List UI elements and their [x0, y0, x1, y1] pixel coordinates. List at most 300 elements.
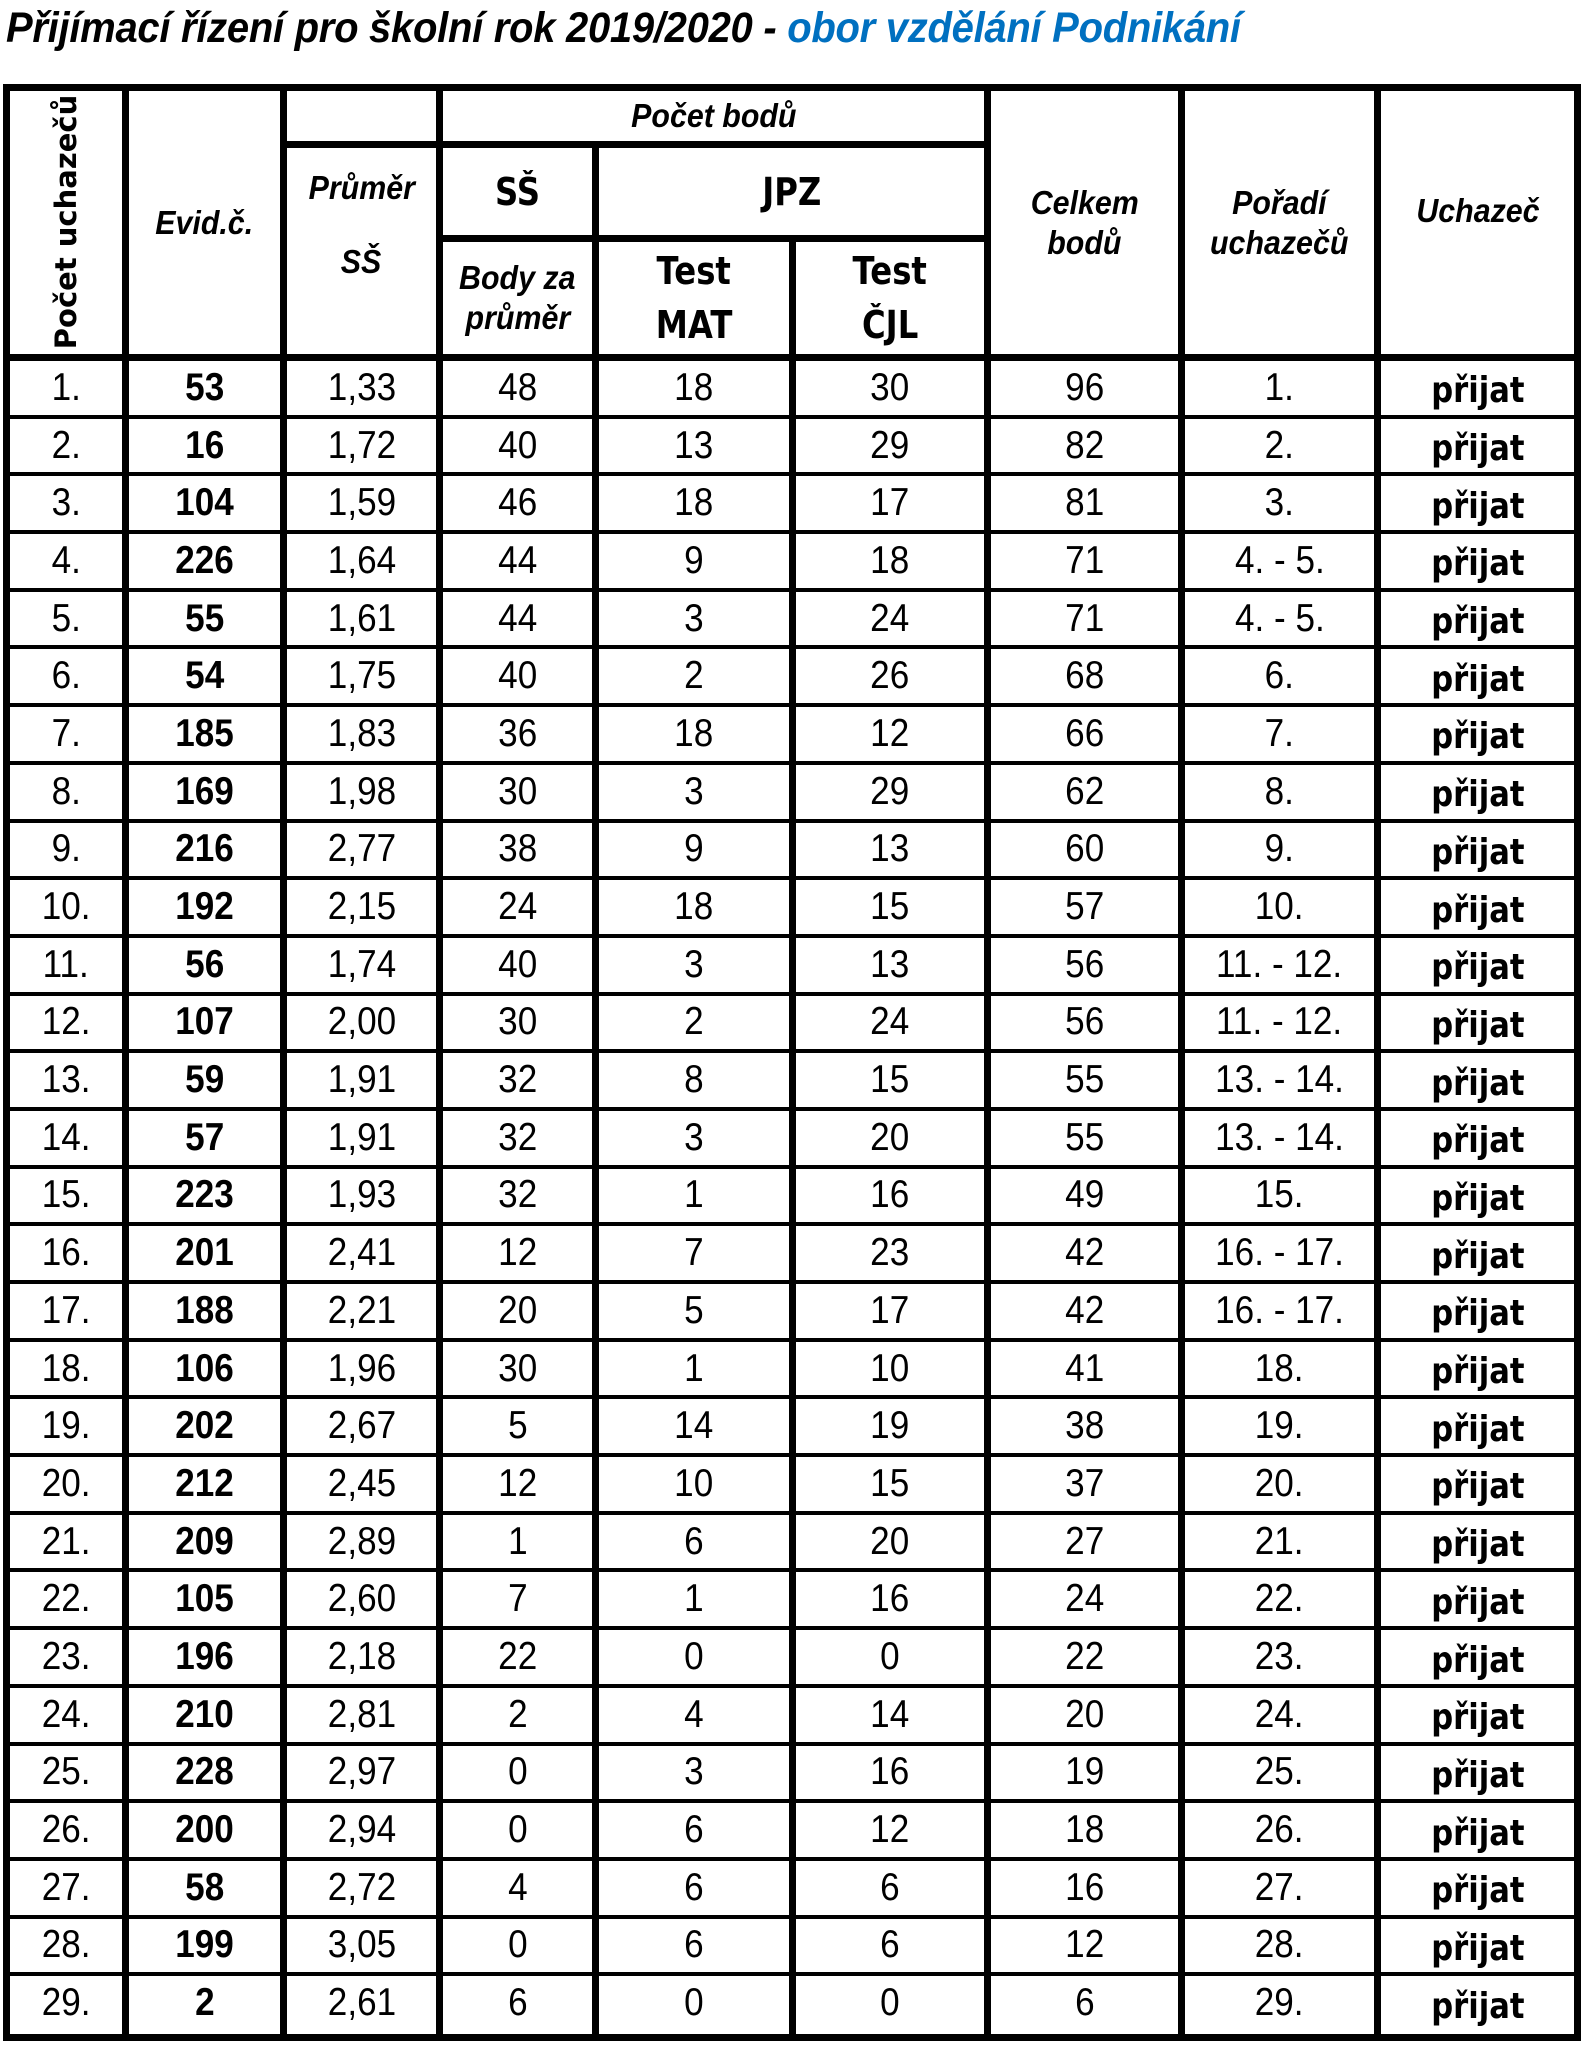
cell-status-text: přijat	[1430, 543, 1525, 585]
cell-mat-text: 1	[684, 1346, 704, 1390]
cell-mat	[599, 592, 789, 646]
cell-avg-text: 1,91	[327, 1058, 396, 1102]
cell-status	[1381, 1803, 1574, 1857]
cell-mat	[599, 361, 789, 415]
cell-body-text: 4	[507, 1865, 528, 1909]
cell-total-text: 27	[1064, 1519, 1105, 1563]
cell-body	[443, 476, 592, 530]
cell-status	[1381, 1053, 1574, 1107]
cell-total-text: 56	[1064, 942, 1105, 986]
cell-cjl	[796, 419, 984, 473]
cell-avg-text: 2,77	[327, 827, 396, 871]
cell-rank-text: 16. - 17.	[1215, 1231, 1344, 1275]
cell-rank-text: 20.	[1255, 1461, 1304, 1505]
cell-evid	[129, 996, 280, 1050]
cell-mat	[599, 1572, 789, 1626]
cell-status	[1381, 1572, 1574, 1626]
cell-cjl	[796, 996, 984, 1050]
cell-total-text: 19	[1064, 1750, 1105, 1794]
cell-total-text: 96	[1064, 365, 1105, 409]
cell-total-text: 81	[1064, 481, 1105, 525]
cell-count-text: 22.	[41, 1577, 91, 1621]
cell-cjl	[796, 1861, 984, 1915]
cell-status	[1381, 1399, 1574, 1453]
cell-rank	[1185, 1746, 1374, 1800]
cell-status-text: přijat	[1430, 1408, 1525, 1450]
cell-cjl-text: 15	[870, 1461, 910, 1505]
cell-rank-text: 29.	[1255, 1981, 1304, 2025]
cell-cjl	[796, 1630, 984, 1684]
cell-body-text: 32	[497, 1115, 538, 1159]
cell-rank-text: 27.	[1255, 1865, 1304, 1909]
cell-rank	[1185, 649, 1374, 703]
cell-avg	[287, 823, 436, 877]
cell-total-text: 71	[1064, 596, 1105, 640]
cell-count	[10, 707, 122, 761]
cell-evid	[129, 1226, 280, 1280]
cell-avg-text: 1,83	[327, 711, 396, 755]
cell-avg-text: 2,67	[327, 1404, 396, 1448]
header-ss-group: SŠ	[494, 169, 541, 214]
cell-evid	[129, 1630, 280, 1684]
cell-cjl-text: 6	[880, 1923, 900, 1967]
cell-body	[443, 765, 592, 819]
cell-status-text: přijat	[1430, 716, 1525, 758]
header-applicant: Uchazeč	[1415, 192, 1540, 229]
cell-status-text: přijat	[1430, 601, 1525, 643]
cell-mat	[599, 1976, 789, 2030]
cell-cjl-text: 17	[870, 1288, 910, 1332]
cell-count	[10, 1399, 122, 1453]
cell-rank	[1185, 361, 1374, 415]
cell-count	[10, 649, 122, 703]
cell-count	[10, 1976, 122, 2030]
cell-body	[443, 1976, 592, 2030]
cell-body-text: 32	[497, 1173, 538, 1217]
cell-cjl-text: 16	[870, 1173, 910, 1217]
cell-status-text: přijat	[1430, 947, 1525, 989]
cell-evid	[129, 1688, 280, 1742]
cell-total-text: 37	[1064, 1461, 1105, 1505]
cell-body-text: 44	[497, 596, 538, 640]
cell-count	[10, 361, 122, 415]
cell-rank	[1185, 1111, 1374, 1165]
cell-total-text: 38	[1064, 1404, 1105, 1448]
cell-avg	[287, 765, 436, 819]
cell-mat-text: 1	[684, 1173, 704, 1217]
cell-mat-text: 9	[684, 827, 704, 871]
cell-avg-text: 1,59	[327, 481, 396, 525]
cell-body-text: 2	[507, 1692, 528, 1736]
cell-avg	[287, 476, 436, 530]
cell-evid	[129, 1111, 280, 1165]
cell-mat	[599, 1284, 789, 1338]
cell-body	[443, 1169, 592, 1223]
cell-status	[1381, 592, 1574, 646]
cell-rank-text: 11. - 12.	[1216, 1000, 1343, 1044]
cell-avg	[287, 361, 436, 415]
cell-status	[1381, 1688, 1574, 1742]
cell-count-text: 4.	[51, 538, 81, 582]
cell-cjl-text: 15	[870, 1058, 910, 1102]
cell-mat-text: 7	[684, 1231, 704, 1275]
cell-avg-text: 2,41	[327, 1231, 396, 1275]
cell-count	[10, 996, 122, 1050]
cell-mat-text: 6	[684, 1808, 704, 1852]
cell-rank-text: 8.	[1264, 769, 1295, 813]
cell-mat	[599, 880, 789, 934]
cell-body	[443, 1226, 592, 1280]
cell-count	[10, 1919, 122, 1973]
cell-total-text: 60	[1064, 827, 1105, 871]
cell-cjl-text: 29	[870, 769, 910, 813]
cell-mat-text: 4	[684, 1692, 704, 1736]
cell-evid	[129, 476, 280, 530]
cell-count	[10, 1226, 122, 1280]
cell-count-text: 2.	[51, 423, 81, 467]
cell-mat-text: 3	[684, 1750, 704, 1794]
cell-evid-text: 56	[184, 942, 225, 986]
cell-mat-text: 14	[674, 1404, 714, 1448]
col-divider	[789, 238, 796, 2041]
cell-count	[10, 1457, 122, 1511]
cell-cjl	[796, 1053, 984, 1107]
cell-cjl-text: 0	[880, 1981, 900, 2025]
cell-status-text: přijat	[1430, 428, 1525, 470]
cell-avg-text: 2,00	[327, 1000, 396, 1044]
cell-mat	[599, 1342, 789, 1396]
cell-count	[10, 1515, 122, 1569]
header-total: Celkem bodů	[1030, 184, 1139, 261]
cell-status-text: přijat	[1430, 1870, 1525, 1912]
cell-avg	[287, 1515, 436, 1569]
cell-mat	[599, 1630, 789, 1684]
cell-mat-text: 18	[674, 481, 714, 525]
cell-total-text: 71	[1064, 538, 1105, 582]
cell-cjl-text: 26	[870, 654, 910, 698]
cell-avg-text: 2,18	[327, 1635, 396, 1679]
cell-total	[991, 1399, 1178, 1453]
cell-body-text: 38	[497, 827, 538, 871]
cell-status	[1381, 361, 1574, 415]
cell-rank-text: 23.	[1255, 1635, 1304, 1679]
cell-cjl-text: 15	[870, 885, 910, 929]
cell-mat	[599, 823, 789, 877]
cell-cjl	[796, 1572, 984, 1626]
cell-rank	[1185, 1861, 1374, 1915]
cell-status	[1381, 707, 1574, 761]
cell-evid-text: 209	[175, 1519, 234, 1563]
cell-body	[443, 1053, 592, 1107]
cell-cjl-text: 20	[870, 1115, 910, 1159]
cell-rank-text: 2.	[1264, 423, 1295, 467]
cell-mat-text: 3	[684, 1115, 704, 1159]
cell-count	[10, 1572, 122, 1626]
cell-count	[10, 419, 122, 473]
header-divider	[436, 235, 991, 242]
cell-mat	[599, 1919, 789, 1973]
cell-status	[1381, 1746, 1574, 1800]
cell-body-text: 32	[497, 1058, 538, 1102]
cell-rank	[1185, 1688, 1374, 1742]
cell-mat-text: 0	[684, 1635, 704, 1679]
cell-evid	[129, 419, 280, 473]
cell-count-text: 20.	[41, 1461, 91, 1505]
cell-total	[991, 1861, 1178, 1915]
cell-cjl-text: 23	[870, 1231, 910, 1275]
cell-total-text: 55	[1064, 1115, 1105, 1159]
cell-rank-text: 3.	[1264, 481, 1295, 525]
cell-cjl-text: 16	[870, 1750, 910, 1794]
cell-rank-text: 24.	[1255, 1692, 1304, 1736]
cell-count	[10, 1688, 122, 1742]
cell-mat	[599, 1803, 789, 1857]
cell-status	[1381, 1457, 1574, 1511]
cell-avg	[287, 1342, 436, 1396]
cell-status	[1381, 880, 1574, 934]
cell-rank	[1185, 1630, 1374, 1684]
cell-body	[443, 1746, 592, 1800]
cell-cjl	[796, 1284, 984, 1338]
cell-mat	[599, 534, 789, 588]
cell-total-text: 18	[1064, 1808, 1105, 1852]
cell-cjl-text: 17	[870, 481, 910, 525]
cell-body-text: 0	[507, 1750, 528, 1794]
cell-evid	[129, 707, 280, 761]
cell-cjl-text: 6	[880, 1865, 900, 1909]
cell-status	[1381, 1169, 1574, 1223]
cell-avg-text: 2,45	[327, 1461, 396, 1505]
cell-count-text: 26.	[41, 1808, 91, 1852]
cell-avg	[287, 1803, 436, 1857]
cell-rank-text: 13. - 14.	[1215, 1115, 1344, 1159]
cell-cjl-text: 14	[870, 1692, 910, 1736]
cell-mat	[599, 649, 789, 703]
cell-evid	[129, 649, 280, 703]
cell-avg-text: 2,94	[327, 1808, 396, 1852]
cell-total-text: 55	[1064, 1058, 1105, 1102]
cell-avg	[287, 1399, 436, 1453]
cell-cjl-text: 13	[870, 942, 910, 986]
cell-status-text: přijat	[1430, 1004, 1525, 1046]
cell-status	[1381, 1342, 1574, 1396]
cell-evid	[129, 534, 280, 588]
cell-total	[991, 1976, 1178, 2030]
cell-avg	[287, 1457, 436, 1511]
cell-total-text: 12	[1064, 1923, 1105, 1967]
cell-cjl-text: 30	[870, 365, 910, 409]
cell-cjl	[796, 1169, 984, 1223]
cell-total	[991, 823, 1178, 877]
cell-count-text: 6.	[51, 654, 81, 698]
cell-status	[1381, 1515, 1574, 1569]
cell-avg-text: 2,89	[327, 1519, 396, 1563]
title-main: Přijímací řízení pro školní rok 2019/2020 -	[6, 4, 788, 52]
cell-status-text: přijat	[1430, 370, 1525, 412]
cell-rank-text: 4. - 5.	[1234, 538, 1325, 582]
cell-cjl	[796, 938, 984, 992]
cell-total	[991, 1169, 1178, 1223]
cell-cjl-text: 16	[870, 1577, 910, 1621]
cell-evid-text: 185	[175, 711, 234, 755]
cell-status-text: přijat	[1430, 1235, 1525, 1277]
cell-body	[443, 823, 592, 877]
cell-status-text: přijat	[1430, 1120, 1525, 1162]
cell-evid-text: 212	[175, 1461, 234, 1505]
cell-total	[991, 1746, 1178, 1800]
cell-mat	[599, 938, 789, 992]
cell-mat-text: 18	[674, 711, 714, 755]
cell-rank	[1185, 765, 1374, 819]
cell-cjl	[796, 476, 984, 530]
cell-evid-text: 223	[175, 1173, 234, 1217]
cell-body	[443, 361, 592, 415]
cell-body-text: 0	[507, 1808, 528, 1852]
cell-evid	[129, 1457, 280, 1511]
cell-rank	[1185, 1457, 1374, 1511]
cell-body-text: 48	[497, 365, 538, 409]
cell-evid-text: 105	[175, 1577, 234, 1621]
cell-evid	[129, 1746, 280, 1800]
cell-body	[443, 707, 592, 761]
cell-status-text: přijat	[1430, 1062, 1525, 1104]
cell-status	[1381, 1861, 1574, 1915]
cell-mat-text: 8	[684, 1058, 704, 1102]
cell-avg	[287, 1226, 436, 1280]
col-divider	[280, 84, 287, 2041]
cell-body-text: 30	[497, 1346, 538, 1390]
header-points-group: Počet bodů	[630, 97, 797, 134]
cell-status	[1381, 1919, 1574, 1973]
cell-avg-text: 1,74	[327, 942, 396, 986]
cell-cjl-text: 10	[870, 1346, 910, 1390]
cell-mat	[599, 1399, 789, 1453]
cell-cjl-text: 29	[870, 423, 910, 467]
cell-total-text: 62	[1064, 769, 1105, 813]
cell-total	[991, 1284, 1178, 1338]
cell-status	[1381, 765, 1574, 819]
cell-avg	[287, 1630, 436, 1684]
cell-rank-text: 16. - 17.	[1215, 1288, 1344, 1332]
cell-status-text: přijat	[1430, 1524, 1525, 1566]
cell-cjl-text: 24	[870, 596, 910, 640]
cell-count	[10, 1746, 122, 1800]
cell-rank-text: 25.	[1255, 1750, 1304, 1794]
cell-status	[1381, 649, 1574, 703]
cell-evid-text: 228	[175, 1750, 234, 1794]
cell-mat	[599, 1053, 789, 1107]
cell-status-text: přijat	[1430, 1985, 1525, 2027]
cell-mat-text: 13	[674, 423, 714, 467]
cell-total-text: 20	[1064, 1692, 1105, 1736]
cell-evid-text: 199	[175, 1923, 234, 1967]
cell-rank	[1185, 476, 1374, 530]
cell-count	[10, 1111, 122, 1165]
cell-cjl	[796, 1111, 984, 1165]
cell-status	[1381, 1111, 1574, 1165]
cell-evid	[129, 1399, 280, 1453]
cell-avg	[287, 649, 436, 703]
cell-count-text: 18.	[41, 1346, 91, 1390]
cell-mat-text: 3	[684, 596, 704, 640]
cell-evid	[129, 1572, 280, 1626]
cell-evid	[129, 1284, 280, 1338]
cell-cjl-text: 19	[870, 1404, 910, 1448]
cell-mat	[599, 1746, 789, 1800]
cell-count-text: 12.	[41, 1000, 91, 1044]
page-title	[6, 0, 1241, 56]
cell-evid-text: 104	[175, 481, 234, 525]
cell-total	[991, 1053, 1178, 1107]
col-divider	[592, 145, 599, 2041]
cell-total	[991, 1111, 1178, 1165]
cell-body-text: 40	[497, 942, 538, 986]
header-divider	[280, 141, 991, 148]
cell-count-text: 19.	[41, 1404, 91, 1448]
cell-rank	[1185, 1976, 1374, 2030]
header-rank: Pořadí uchazečů	[1210, 184, 1349, 261]
cell-mat-text: 6	[684, 1519, 704, 1563]
cell-rank	[1185, 1169, 1374, 1223]
cell-evid-text: 201	[175, 1231, 234, 1275]
cell-rank	[1185, 1284, 1374, 1338]
cell-count-text: 23.	[41, 1635, 91, 1679]
cell-status	[1381, 534, 1574, 588]
cell-count	[10, 823, 122, 877]
cell-body-text: 44	[497, 538, 538, 582]
cell-total-text: 82	[1064, 423, 1105, 467]
cell-rank	[1185, 592, 1374, 646]
cell-mat-text: 18	[674, 885, 714, 929]
cell-avg	[287, 419, 436, 473]
cell-rank-text: 13. - 14.	[1215, 1058, 1344, 1102]
cell-avg-text: 2,72	[327, 1865, 396, 1909]
cell-count-text: 15.	[41, 1173, 91, 1217]
cell-evid-text: 188	[175, 1288, 234, 1332]
cell-body-text: 6	[507, 1981, 528, 2025]
cell-cjl	[796, 361, 984, 415]
cell-total	[991, 1226, 1178, 1280]
cell-count-text: 8.	[51, 769, 81, 813]
cell-status-text: přijat	[1430, 658, 1525, 700]
cell-rank	[1185, 534, 1374, 588]
cell-rank	[1185, 1053, 1374, 1107]
cell-body	[443, 649, 592, 703]
cell-total	[991, 1803, 1178, 1857]
cell-rank-text: 15.	[1255, 1173, 1304, 1217]
cell-evid	[129, 823, 280, 877]
cell-cjl-text: 24	[870, 1000, 910, 1044]
cell-cjl	[796, 765, 984, 819]
cell-rank-text: 21.	[1255, 1519, 1304, 1563]
header-avg: Průměr SŠ	[308, 169, 415, 280]
cell-total	[991, 419, 1178, 473]
header-jpz-group: JPZ	[761, 169, 822, 214]
cell-total-text: 16	[1064, 1865, 1105, 1909]
cell-evid	[129, 1342, 280, 1396]
cell-rank-text: 11. - 12.	[1216, 942, 1343, 986]
cell-total-text: 49	[1064, 1173, 1105, 1217]
cell-mat	[599, 1457, 789, 1511]
cell-evid	[129, 1515, 280, 1569]
cell-count-text: 28.	[41, 1923, 91, 1967]
cell-count-text: 17.	[41, 1288, 91, 1332]
cell-evid	[129, 938, 280, 992]
cell-evid-text: 106	[175, 1346, 234, 1390]
cell-evid-text: 192	[175, 885, 234, 929]
cell-avg	[287, 1919, 436, 1973]
cell-avg	[287, 996, 436, 1050]
